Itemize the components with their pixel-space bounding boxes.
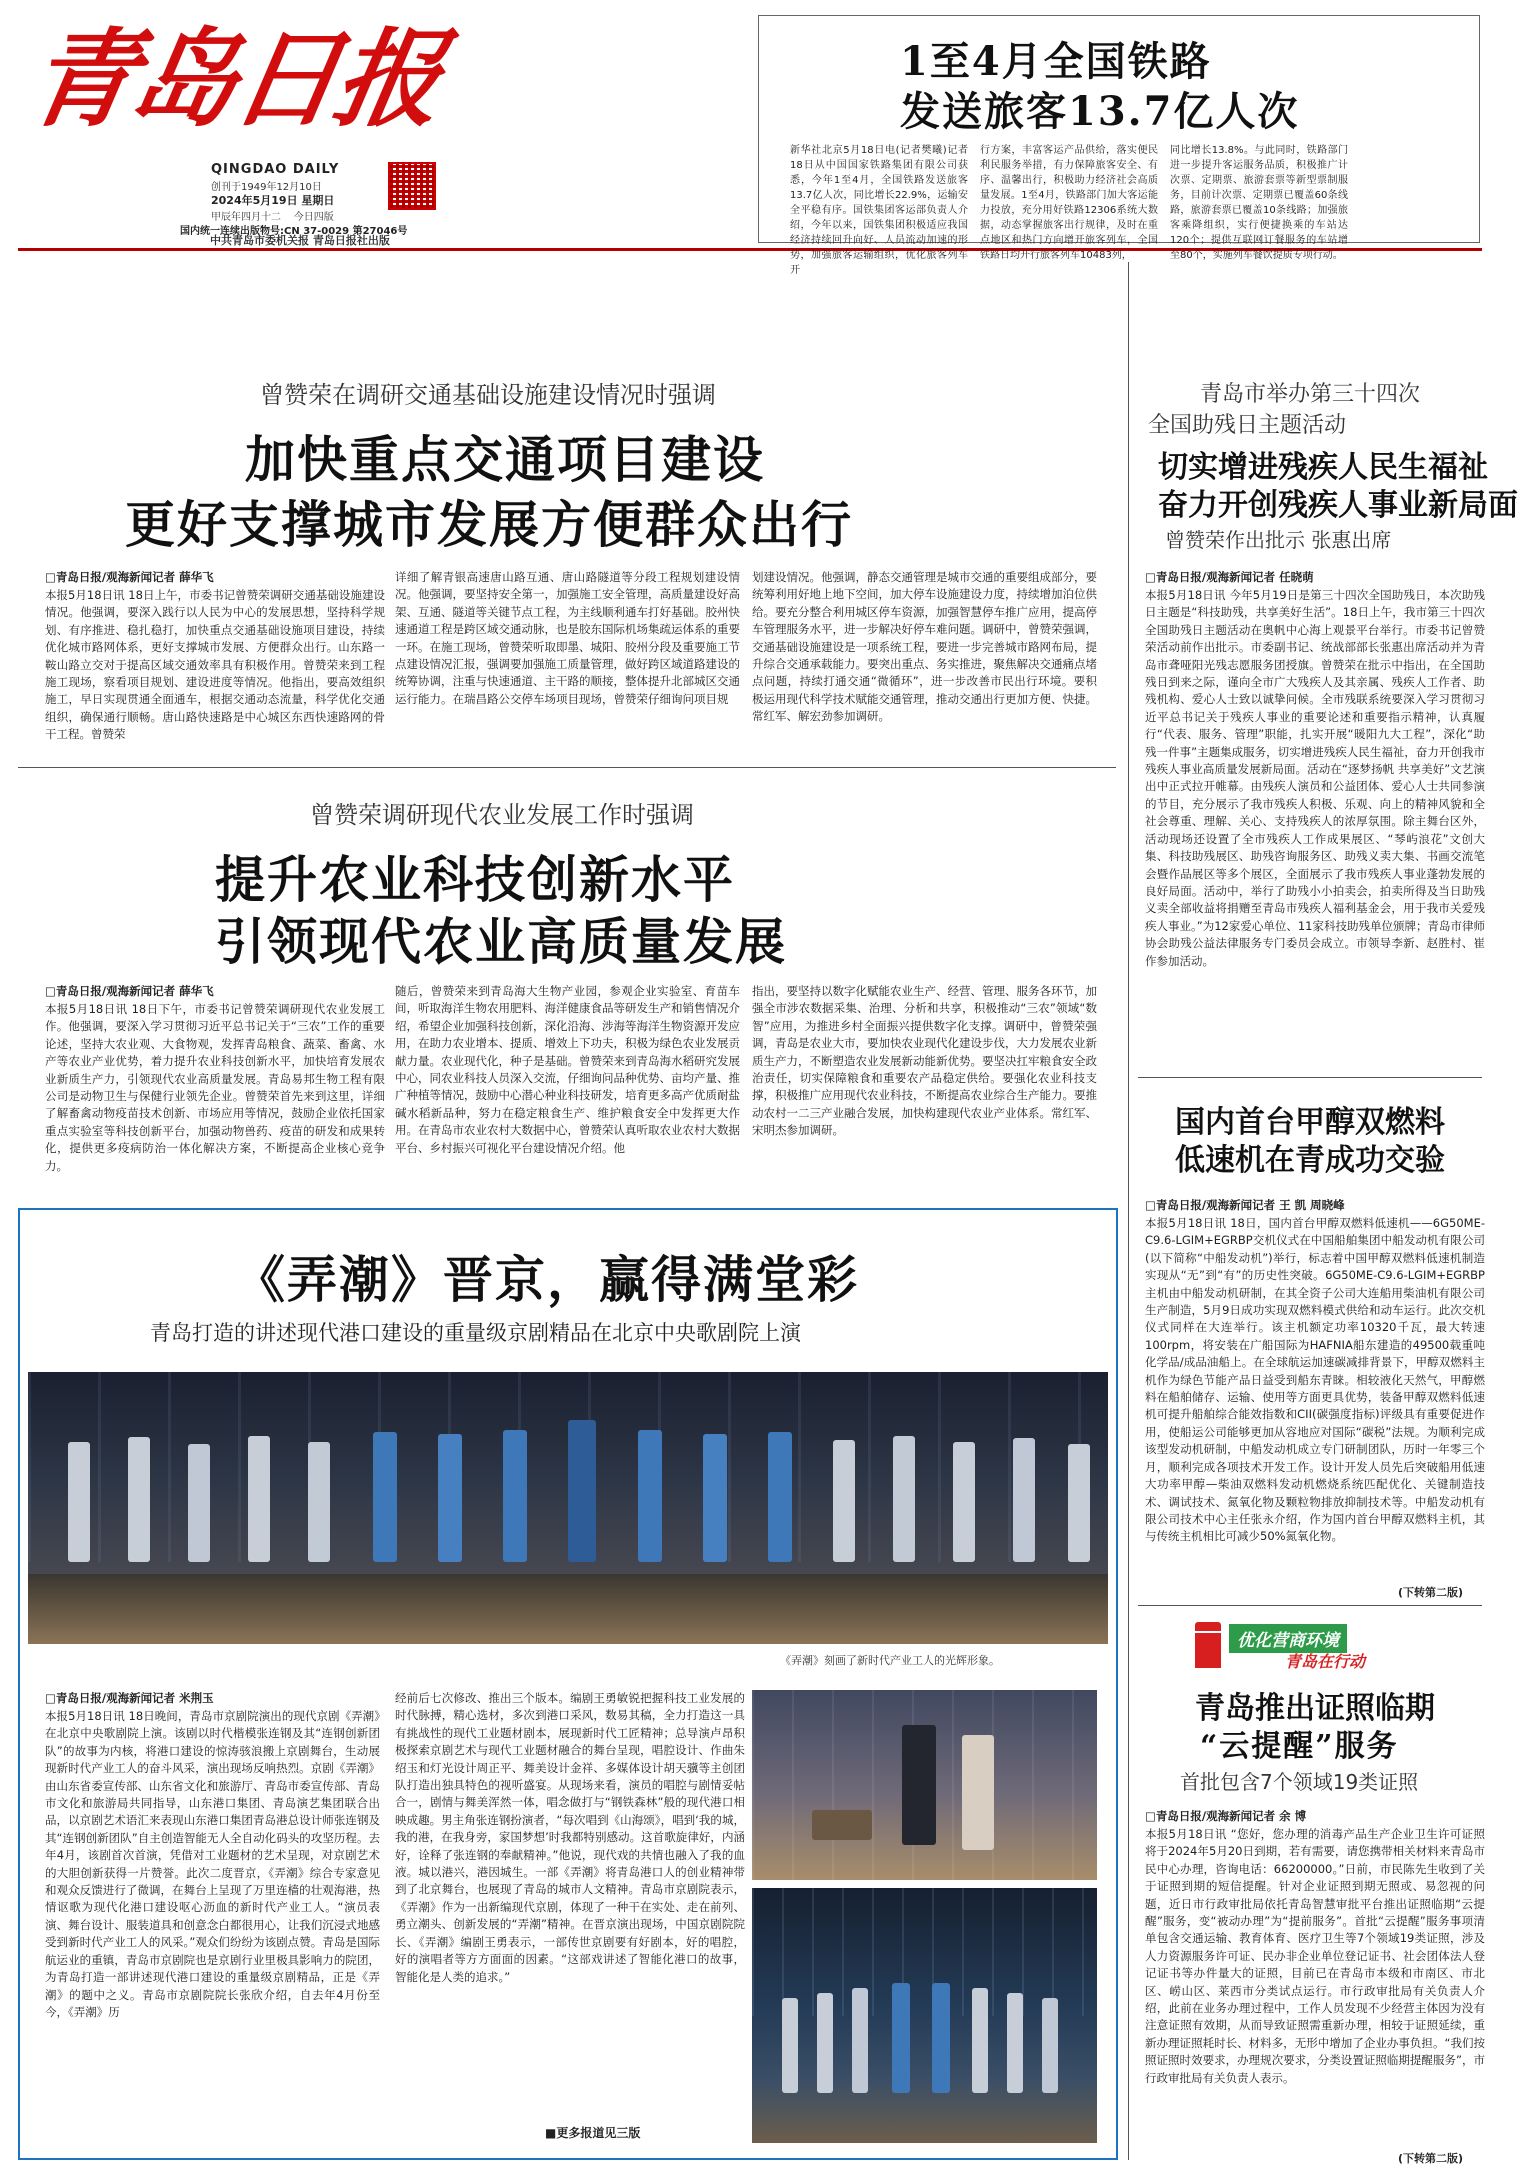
masthead-serial: 国内统一连续出版物号:CN 37-0029 第27046号	[180, 226, 408, 237]
right2-title-line1: 国内首台甲醇双燃料	[1175, 1105, 1445, 1140]
top-story-col3-cont	[1260, 143, 1460, 239]
business-environment-badge	[1195, 1622, 1425, 1671]
right1-kicker-line2: 全国助残日主题活动	[1148, 413, 1347, 438]
article3-title: 《弄潮》晋京，赢得满堂彩	[235, 1250, 859, 1309]
top-story-col2: 行方案，丰富客运产品供给，落实便民利民服务举措，有力保障旅客安全、有序、温馨出行，积极助力经济社会高质量发展。1至4月，铁路部门加大客运能力投放，充分用好铁路12306系统大数据，动态掌握旅客出行规律，及时在重点地区和热门方向增开旅客列车，全国铁路日均开行旅客列车10483列，	[980, 145, 1158, 261]
article2-title-line1: 提升农业科技创新水平	[215, 850, 735, 909]
qr-code[interactable]	[388, 162, 436, 210]
top-story-col1: 新华社北京5月18日电(记者樊曦)记者18日从中国国家铁路集团有限公司获悉，今年1至4月，全国铁路发送旅客13.7亿人次，同比增长22.9%，运输安全平稳有序。国铁集团客运部负责人介绍，今年以来，国铁集团积极适应我国经济持续回升向好、人员流动加速的形势，加强旅客运输组织，优化旅客列车开	[790, 145, 968, 276]
masthead	[19, 12, 540, 237]
article2-title-line2: 引领现代农业高质量发展	[215, 912, 787, 971]
article1-title-line1: 加快重点交通项目建设	[245, 430, 765, 489]
article3-byline: □青岛日报/观海新闻记者 米荆玉	[45, 1691, 214, 1705]
article1-col1: 本报5月18日讯 18日上午，市委书记曾赞荣调研交通基础设施建设情况。他强调，要深入践行以人民为中心的发展思想，坚持科学规划、有序推进、稳扎稳打，加快重点交通基础设施项目建设，持续优化城市路网体系，更好支撑城市发展、方便群众出行。山东路一鞍山路立交对于提高区域交通效率具有积极作用。曾赞荣来到工程施工现场，察看项目规划、建设进度等情况。他指出，要高效组织施工，早日实现贯通全面通车，根据交通动态流量，科学优化交通组织，确保通行顺畅。唐山路快速路是中心城区东西快速路网的骨干工程。曾赞荣	[45, 588, 385, 742]
article1-byline: □青岛日报/观海新闻记者 薛华飞	[45, 570, 214, 584]
right3-title-line2: “云提醒”服务	[1200, 1729, 1399, 1764]
right1-sub: 曾赞荣作出批示 张惠出席	[1165, 528, 1392, 552]
badge-line2: 青岛在行动	[1285, 1652, 1366, 1671]
article2-col1: 本报5月18日讯 18日下午，市委书记曾赞荣调研现代农业发展工作。他强调，要深入学习贯彻习近平总书记关于“三农”工作的重要论述，坚持大农业观、大食物观，发挥青岛粮食、蔬菜、畜禽、水产等农业产业优势，着力提升农业科技创新水平，加快培育发展农业新质生产力，引领现代农业高质量发展。青岛易邦生物工程有限公司是动物卫生与保健行业领先企业。曾赞荣首先来到这里，详细了解畜禽动物疫苗技术创新、市场应用等情况，鼓励企业依托国家重点实验室等科技创新平台，加强动物兽药、疫苗的研发和成果转化，提供更多疫病防治一体化解决方案，不断提高企业核心竞争力。	[45, 1002, 385, 1173]
article2-col2: 随后，曾赞荣来到青岛海大生物产业园，参观企业实验室、育苗车间，听取海洋生物农用肥料、海洋健康食品等研发生产和销售情况介绍，希望企业加强科技创新，深化沿海、涉海等海洋生物资源开发应用，在助力农业增本、提质、增效上下功夫，积极为绿色农业发展贡献力量。农业现代化，种子是基础。曾赞荣来到青岛海水稻研究发展中心，同农业科技人员深入交流，仔细询问品种优势、亩均产量、推广种植等情况，鼓励中心潜心种业科技研发，培育更多高产优质耐盐碱水稻新品种，努力在稳定粮食生产、维护粮食安全中发挥更大作用。在青岛市农业农村大数据中心，曾赞荣认真听取农业农村大数据平台、乡村振兴可视化平台建设情况介绍。他	[395, 984, 740, 1155]
stage-photo-caption: 《弄潮》刻画了新时代产业工人的光辉形象。	[780, 1654, 1000, 1667]
top-story-col3: 同比增长13.8%。与此同时，铁路部门进一步提升客运服务品质，积极推广计次票、定期票、旅游套票等新型票制服务，目前计次票、定期票已覆盖60条线路，旅游套票已覆盖10条线路；加强旅客乘降组织，实行便捷换乘的车站达120个；提供互联网订餐服务的车站增至80个，实施列车餐饮提质专项行动。	[1170, 145, 1348, 261]
article3-subtitle: 青岛打造的讲述现代港口建设的重量级京剧精品在北京中央歌剧院上演	[150, 1321, 801, 1345]
article3-col1: 本报5月18日讯 18日晚间，青岛市京剧院演出的现代京剧《弄潮》在北京中央歌剧院上演。该剧以时代楷模张连钢及其“连钢创新团队”的故事为内核，将港口建设的惊涛骇浪搬上京剧舞台，生动展现新时代产业工人的奋斗风采，演出现场反响热烈。京剧《弄潮》由山东省委宣传部、山东省文化和旅游厅、青岛市委宣传部、青岛市文化和旅游局共同指导，山东港口集团、青岛演艺集团联合出品，以京剧艺术语汇来表现山东港口集团青岛港总设计师张连钢及其“连钢创新团队”自主创造智能无人全自动化码头的攻坚历程。去年4月，该剧首次首演，凭借对工业题材的艺术呈现，对京剧艺术的大胆创新获得一片赞誉。此次二度晋京，《弄潮》综合专家意见和观众反馈进行了微调，在舞台上呈现了万里连樯的壮观海港，热情讴歌为现代化港口建设呕心沥血的新时代产业工人。“演员表演、舞台设计、服装道具和创意念白都很用心，让我们沉浸式地感受到新时代产业工人的风采。”观众们纷纷为该剧点赞。青岛是国际航运业的重镇，青岛市京剧院也是京剧行业里极具影响力的院团，为青岛打造一部讲述现代港口建设的重量级京剧精品，正是《弄潮》的题中之义。青岛市京剧院院长张欣介绍，自去年4月份至今，《弄潮》历	[45, 1709, 380, 2019]
right1-byline: □青岛日报/观海新闻记者 任晓萌	[1145, 570, 1314, 584]
masthead-logo: 青岛日报	[19, 16, 450, 141]
right1-title-line2: 奋力开创残疾人事业新局面	[1158, 488, 1518, 523]
right1-kicker-line1: 青岛市举办第三十四次	[1200, 382, 1421, 407]
article1-title-line2: 更好支撑城市发展方便群众出行	[125, 495, 853, 554]
masthead-founded: 创刊于1949年12月10日	[211, 182, 322, 193]
article2-kicker: 曾赞荣调研现代农业发展工作时强调	[310, 801, 694, 829]
masthead-date: 2024年5月19日 星期日	[211, 194, 335, 207]
inset-photo-2	[752, 1888, 1097, 2143]
right1-title-line1: 切实增进残疾人民生福祉	[1158, 450, 1488, 485]
publisher-line: 中共青岛市委机关报 青岛日报社出版	[210, 234, 390, 247]
article3-col2: 经前后七次修改、推出三个版本。编剧王勇敏锐把握科技工业发展的时代脉搏，精心选材，多次到港口采风，数易其稿，全力打造这一具有挑战性的现代工业题材剧本，展现新时代工匠精神；总导演卢昂积极探索京剧艺术与现代工业题材融合的舞台呈现，唱腔设计、作曲朱绍玉和灯光设计周正平、舞美设计金祥、多媒体设计胡天骥等主创团队打造出独具特色的视听盛宴。从现场来看，演员的唱腔与剧情妥帖合一，剧情与舞美浑然一体，唱念做打与“钢铁森林”般的现代港口相映成趣。男主角张连钢扮演者，“每次唱到《山海颂》，唱到‘我的城，我的港，在我身旁，家国梦想’时我都特别感动。这首歌旋律好，内涵好，诠释了张连钢的奉献精神。”他说，现代戏的共情也融入了我的血液。城以港兴，港因城生。一部《弄潮》将青岛港口人的创业精神带到了北京舞台，也展现了青岛的城市人文精神。青岛市京剧院表示，《弄潮》作为一出新编现代京剧，体现了一种干在实处、走在前列、勇立潮头、创新发展的“弄潮”精神。在晋京演出现场，中国京剧院院长、《弄潮》编剧王勇表示，一部传世京剧要有好剧本，好的唱腔，好的演唱者等方方面面的因素。“这部戏讲述了智能化港口的故事，智能化是人类的追求。”	[395, 1691, 745, 1984]
right1-text: 本报5月18日讯 今年5月19日是第三十四次全国助残日，本次助残日主题是“科技助残，共享美好生活”。18日上午，我市第三十四次全国助残日主题活动在奥帆中心海上观景平台举行。市委书记曾赞荣活动前作出批示。市委副书记、统战部部长张惠出席活动并为青岛市聋哑阳光残志愿服务团授旗。曾赞荣在批示中指出，在全国助残日到来之际，谨向全市广大残疾人及其亲属、残疾人工作者、助残机构、爱心人士致以诚挚问候。全市残联系统要深入学习贯彻习近平总书记关于残疾人事业的重要论述和重要指示精神，认真履行“代表、服务、管理”职能，扎实开展“暖阳九大工程”，深化“助残一件事”主题集成服务，切实增进残疾人民生福祉，奋力开创我市残疾人事业高质量发展新局面。活动在“逐梦扬帆 共享美好”文艺演出中正式拉开帷幕。由残疾人演员和公益团体、爱心人士共同参演的节目，充分展示了我市残疾人积极、乐观、向上的精神风貌和全社会尊重、理解、关心、支持残疾人的浓厚氛围。除主舞台区外，活动现场还设置了全市残疾人工作成果展区、“琴屿浪花”文创大集、科技助残展区、助残咨询服务区、助残义卖大集、书画交流笔会暨作品展区等多个展区，全面展示了我市残疾人事业蓬勃发展的良好局面。活动中，举行了助残小小拍卖会，拍卖所得及当日助残义卖全部收益将捐赠至青岛市残疾人福利基金会，用于我市关爱残疾人事业。”为12家爱心单位、11家科技助残单位颁牌；青岛市律师协会助残公益法律服务专门委员会成立。市领导李新、赵胜村、崔作参加活动。	[1145, 588, 1485, 968]
right2-title-line2: 低速机在青成功交验	[1175, 1143, 1445, 1178]
right3-continued[interactable]: (下转第二版)	[1398, 2152, 1464, 2165]
tower-icon	[1195, 1622, 1221, 1668]
right2-text: 本报5月18日讯 18日，国内首台甲醇双燃料低速机——6G50ME-C9.6-LGIM+EGRBP交机仪式在中国船舶集团中船发动机有限公司(以下简称“中船发动机”)举行，标志着中国甲醇双燃料低速机制造实现从“无”到“有”的历史性突破。6G50ME-C9.6-LGIM+EGRBP主机由中船发动机研制，在其全资子公司大连船用柴油机有限公司生产制造，5月9日成功实现双燃料模式供给和动车运行。此次交机仪式同样在大连举行。该主机额定功率10320千瓦，最大转速100rpm，将安装在广船国际为HAFNIA船东建造的49500载重吨化学品/成品油船上。在全球航运加速碳减排背景下，甲醇双燃料主机作为绿色节能产品日益受到船东青睐。相较液化天然气，甲醇燃料在船舶储存、运输、使用等方面更具优势，装备甲醇双燃料低速机可提升船舶综合能效指数和CII(碳强度指标)评级具有重要促进作用，使船运公司能够更加从容地应对国际“碳税”法规。为顺利完成该型发动机研制，中船发动机成立专门研制团队，历时一年零三个月，顺利完成各项技术开发工作。设计开发人员先后突破船用低速大功率甲醇—柴油双燃料发动机燃烧系统匹配优化、关键制造技术、调试技术、氮氧化物及颗粒物排放抑制技术等。中船发动机有限公司技术中心主任张永介绍，作为国内首台甲醇双燃料主机，其与传统主机相比可减少50%氮氧化物。	[1145, 1216, 1485, 1544]
right2-continued[interactable]: (下转第二版)	[1398, 1586, 1464, 1599]
masthead-lunar: 甲辰年四月十二	[211, 212, 281, 223]
article2-byline: □青岛日报/观海新闻记者 薛华飞	[45, 984, 214, 998]
article3-more[interactable]: ■更多报道见三版	[545, 2126, 641, 2140]
right3-byline: □青岛日报/观海新闻记者 余 博	[1145, 1809, 1307, 1823]
top-story-title-line2: 发送旅客13.7亿人次	[900, 88, 1300, 135]
article1-col3: 划建设情况。他强调，静态交通管理是城市交通的重要组成部分，要统筹利用好地上地下空间，加大停车设施建设力度，持续增加泊位供给。要充分整合利用城区停车资源，加强智慧停车推广应用，提高停车管理服务水平，进一步解决好停车难问题。调研中，曾赞荣强调，交通基础设施建设是一项系统工程，要进一步完善城市路网布局，提升综合交通承载能力。要突出重点、务实推进，聚焦解决交通痛点堵点问题，持续打通交通“微循环”，进一步改善市民出行环境。要积极运用现代科学技术赋能交通管理，推动交通出行更加方便、快捷。常红军、解宏劲参加调研。	[752, 570, 1097, 724]
masthead-pages: 今日四版	[293, 212, 334, 223]
right2-byline: □青岛日报/观海新闻记者 王 凯 周晓峰	[1145, 1198, 1345, 1212]
article2-col3: 指出，要坚持以数字化赋能农业生产、经营、管理、服务各环节，加强全市涉农数据采集、治理、分析和共享，积极推动“三农”领域“数智”应用，为推进乡村全面振兴提供数字化支撑。调研中，曾赞荣强调，青岛是农业大市，要加快农业现代化建设步伐，大力发展农业新质生产力，不断塑造农业发展新动能新优势。要坚决扛牢粮食安全政治责任，切实保障粮食和重要农产品稳定供给。要强化农业科技支撑，积极推广应用现代农业科技，不断提高农业综合生产能力。要推动农村一二三产业融合发展，加快构建现代农业产业体系。常红军、宋明杰参加调研。	[752, 984, 1097, 1138]
article1-kicker: 曾赞荣在调研交通基础设施建设情况时强调	[260, 381, 716, 409]
right3-title-line1: 青岛推出证照临期	[1195, 1691, 1435, 1726]
article1-col2: 详细了解青银高速唐山路互通、唐山路隧道等分段工程规划建设情况。他强调，要坚持安全第一，加强施工安全管理，高质量建设好高架、互通、隧道等关键节点工程，为主线顺利通车打好基础。胶州快速通道工程是跨区域交通动脉，也是胶东国际机场集疏运体系的重要一环。在施工现场，曾赞荣听取即墨、城阳、胶州分段及重要施工节点建设情况汇报，强调要加强施工质量管理，做好跨区域道路建设的统筹协调，注重与快速通道、主干路的顺接，整体提升北部城区交通运行能力。在瑞昌路公交停车场项目现场，曾赞荣仔细询问项目规	[395, 570, 740, 706]
right3-text: 本报5月18日讯 “您好，您办理的消毒产品生产企业卫生许可证照将于2024年5月20日到期，若有需要，请您携带相关材料来青岛市民中心办理，咨询电话：66200000。”日前，市民陈先生收到了关于证照到期的短信提醒。针对企业证照到期无照或、易忽视的问题，近日市行政审批局依托青岛智慧审批平台推出证照临期“云提醒”服务，变“被动办理”为“提前服务”。首批“云提醒”服务事项清单包含交通运输、教育体育、医疗卫生等7个领域19类证照，涉及人力资源服务许可证、民办非企业单位登记证书、社会团体法人登记证书等办件量大的证照，目前已在青岛市本级和市南区、市北区、崂山区、莱西市分类试点运行。市行政审批局有关负责人介绍，此前在业务办理过程中，工作人员发现不少经营主体因为没有注意证照有效期，从而导致证照需重新办理，相较于证照延续，重新办理证照耗时长、材料多，无形中增加了企业办事负担。“我们按照证照时效要求，办理规次要求，分类设置证照临期提醒服务”，市行政审批局有关负责人表示。	[1145, 1827, 1485, 2085]
stage-photo	[28, 1372, 1108, 1644]
masthead-english: QINGDAO DAILY	[211, 162, 340, 177]
inset-photo-1	[752, 1690, 1097, 1880]
top-story-title-line1: 1至4月全国铁路	[900, 38, 1212, 85]
badge-line1: 优化营商环境	[1229, 1624, 1347, 1653]
right3-sub: 首批包含7个领域19类证照	[1180, 1770, 1419, 1794]
